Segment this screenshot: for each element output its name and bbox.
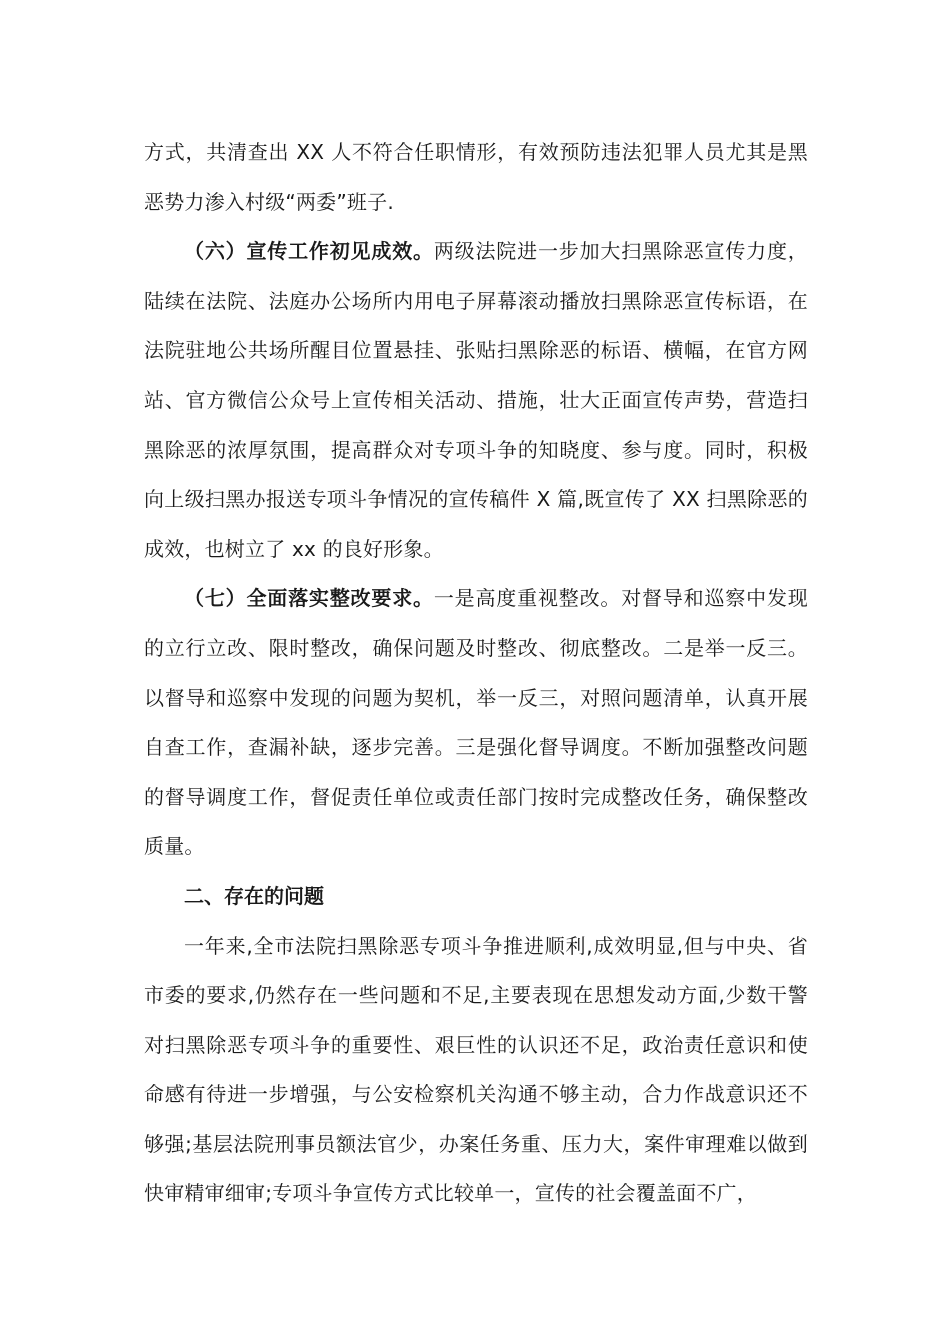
paragraph-continued-text: 方式，共清查出 XX 人不符合任职情形，有效预防违法犯罪人员尤其是黑恶势力渗入村级“两委”班子.: [144, 140, 808, 214]
paragraph-problems-text: 一年来,全市法院扫黑除恶专项斗争推进顺利,成效明显,但与中央、省市委的要求,仍然存在一些问题和不足,主要表现在思想发动方面,少数干警对扫黑除恶专项斗争的重要性、艰巨性的认识还不足，政治责任意识和使命感有待进一步增强，与公安检察机关沟通不够主动，合力作战意识还不够强;基层法院刑事员额法官少，办案任务重、压力大，案件审理难以做到快审精审细审;专项斗争宣传方式比较单一，宣传的社会覆盖面不广，: [144, 933, 808, 1206]
paragraph-rectification-heading: （七）全面落实整改要求。: [184, 586, 434, 611]
paragraph-publicity-heading: （六）宣传工作初见成效。: [184, 239, 434, 264]
paragraph-publicity: [144, 227, 808, 574]
paragraph-rectification: [144, 574, 808, 872]
paragraph-continued: [144, 128, 808, 227]
section-heading-problems: 二、存在的问题: [184, 883, 324, 908]
paragraph-rectification-text: 一是高度重视整改。对督导和巡察中发现的立行立改、限时整改，确保问题及时整改、彻底整改。二是举一反三。以督导和巡察中发现的问题为契机，举一反三，对照问题清单，认真开展自查工作，查漏补缺，逐步完善。三是强化督导调度。不断加强整改问题的督导调度工作，督促责任单位或责任部门按时完成整改任务，确保整改质量。: [144, 586, 808, 859]
paragraph-problems: [144, 922, 808, 1220]
document-body: [144, 128, 808, 1219]
paragraph-publicity-text: 两级法院进一步加大扫黑除恶宣传力度，陆续在法院、法庭办公场所内用电子屏幕滚动播放扫黑除恶宣传标语，在法院驻地公共场所醒目位置悬挂、张贴扫黑除恶的标语、横幅，在官方网站、官方微信公众号上宣传相关活动、措施，壮大正面宣传声势，营造扫黑除恶的浓厚氛围，提高群众对专项斗争的知晓度、参与度。同时，积极向上级扫黑办报送专项斗争情况的宣传稿件 X 篇,既宣传了 XX 扫黑除恶的成效，也树立了 xx 的良好形象。: [144, 239, 808, 561]
